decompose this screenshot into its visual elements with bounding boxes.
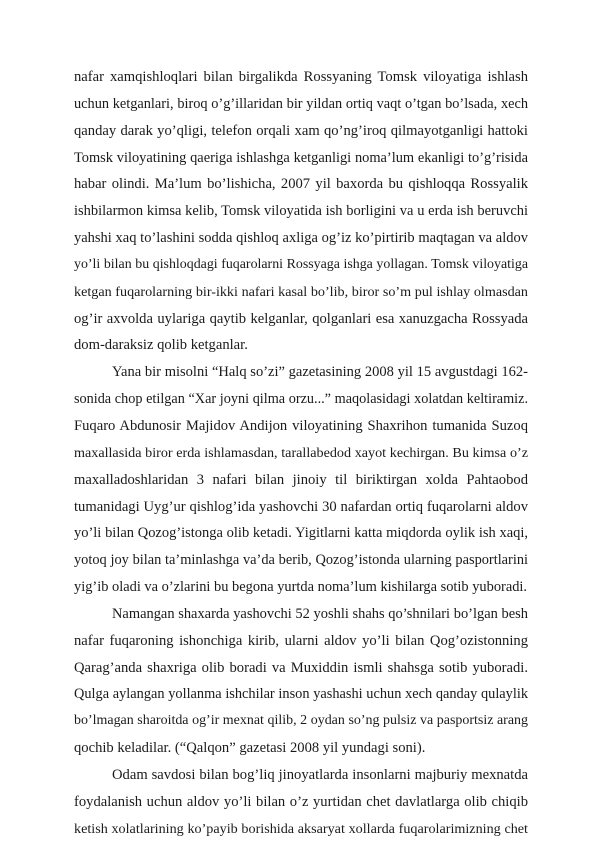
text-line: maxalladoshlaridan 3 nafari bilan jinoiy til biriktirgan xolda Pahtaobod <box>74 471 528 488</box>
text-line: yotoq joy bilan ta’minlashga va’da berib, Qozog’istonda ularning pasportlarini <box>74 552 528 569</box>
text-line: habar olindi. Ma’lum bo’lishicha, 2007 yil baxorda bu qishloqqa Rossyalik <box>74 176 528 193</box>
text-line: Fuqaro Abdunosir Majidov Andijon viloyatining Shaxrihon tumanida Suzoq <box>74 417 528 434</box>
text-line: ishbilarmon kimsa kelib, Tomsk viloyatida ish borligini va u erda ish beruvchi <box>74 203 528 220</box>
text-line: yig’ib oladi va o’zlarini bu begona yurtda noma’lum kishilarga sotib yuboradi. <box>74 579 528 596</box>
paragraph <box>74 601 528 762</box>
text-line: yahshi xaq to’lashini sodda qishloq axliga og’iz ko’pirtirib maqtagan va aldov <box>74 230 528 247</box>
text-line: og’ir axvolda uylariga qaytib kelganlar, qolganlari esa xanuzgacha Rossyada <box>74 310 528 327</box>
text-line: Tomsk viloyatining qaeriga ishlashga ketganligi noma’lum ekanligi to’g’risida <box>74 149 528 166</box>
body-text <box>74 64 528 842</box>
text-line: yo’li bilan Qozog’istonga olib ketadi. Yigitlarni katta miqdorda oylik ish xaqi, <box>74 525 528 542</box>
text-line: dom-daraksiz qolib ketganlar. <box>74 337 248 354</box>
text-line: ketgan fuqarolarning bir-ikki nafari kasal bo’lib, biror so’m pul ishlay olmasdan <box>74 283 528 300</box>
text-line: qanday darak yo’qligi, telefon orqali xam qo’ng’iroq qilmayotganligi hattoki <box>74 122 528 139</box>
text-line: tumanidagi Uyg’ur qishlog’ida yashovchi 30 nafardan ortiq fuqarolarni aldov <box>74 498 528 515</box>
text-line: yo’li bilan bu qishloqdagi fuqarolarni Rossyaga ishga yollagan. Tomsk viloyatiga <box>74 256 528 272</box>
text-line: foydalanish uchun aldov yo’li bilan o’z yurtidan chet davlatlarga olib chiqib <box>74 793 528 810</box>
text-line: sonida chop etilgan “Xar joyni qilma orzu...” maqolasidagi xolatdan keltiramiz. <box>74 391 528 408</box>
text-line: nafar xamqishloqlari bilan birgalikda Rossyaning Tomsk viloyatiga ishlash <box>74 69 528 85</box>
text-line: Qulga aylangan yollanma ishchilar inson yashashi uchun xech qanday qulaylik <box>74 686 528 703</box>
paragraph <box>74 762 528 843</box>
text-line: Qarag’anda shaxriga olib boradi va Muxiddin ismli shahsga sotib yuboradi. <box>74 659 528 676</box>
text-line: bo’lmagan sharoitda og’ir mexnat qilib, 2 oydan so’ng pulsiz va pasportsiz arang <box>74 713 528 729</box>
text-line: maxallasida biror erda ishlamasdan, tarallabedod xayot kechirgan. Bu kimsa o’z <box>74 444 528 461</box>
text-line: qochib keladilar. (“Qalqon” gazetasi 2008 yil yundagi soni). <box>74 740 426 757</box>
text-line: uchun ketganlari, biroq o’g’illaridan bir yildan ortiq vaqt o’tgan bo’lsada, xech <box>74 95 528 112</box>
paragraph <box>74 359 528 601</box>
text-line: nafar fuqaroning ishonchiga kirib, ularni aldov yo’li bilan Qog’ozistonning <box>74 632 528 649</box>
text-line: Odam savdosi bilan bog’liq jinoyatlarda insonlarni majburiy mexnatda <box>112 766 528 783</box>
text-line: Namangan shaxarda yashovchi 52 yoshli shahs qo’shnilari bo’lgan besh <box>112 605 528 622</box>
paragraph <box>74 64 528 359</box>
text-line: ketish xolatlarining ko’payib borishida aksaryat xollarda fuqarolarimizning chet <box>74 820 528 837</box>
text-line: Yana bir misolni “Halq so’zi” gazetasining 2008 yil 15 avgustdagi 162- <box>112 364 528 381</box>
